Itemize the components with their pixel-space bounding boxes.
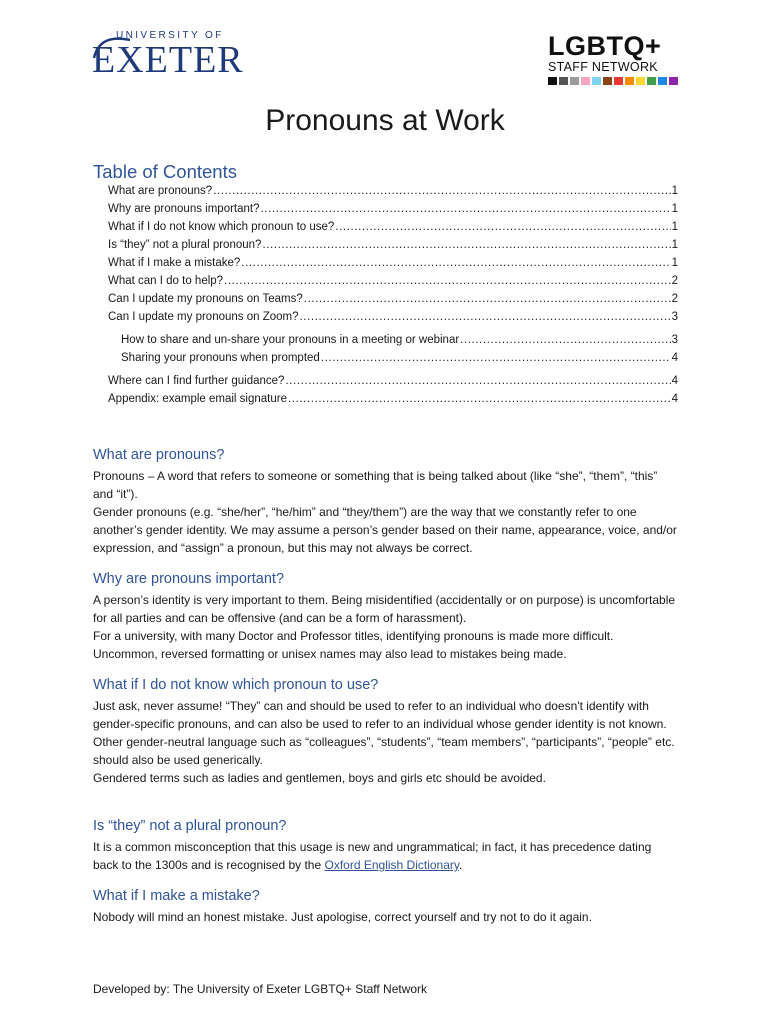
section-they-plural-pronoun (93, 818, 678, 874)
section-heading: What if I do not know which pronoun to use? (93, 677, 379, 693)
toc-entry-page: 2 (671, 293, 678, 305)
toc-entry-label: Where can I find further guidance? (108, 375, 285, 387)
toc-entry-label: What can I do to help? (108, 275, 224, 287)
toc-entry-label: Sharing your pronouns when prompted (121, 352, 320, 364)
document-title: Pronouns at Work (265, 104, 505, 137)
toc-entry-label: Appendix: example email signature (108, 393, 287, 405)
toc-entry-page: 1 (671, 185, 678, 197)
toc-entry-page: 1 (671, 203, 678, 215)
pride-stripe (581, 77, 590, 85)
toc-subentry[interactable] (121, 352, 678, 368)
toc-entry[interactable] (108, 203, 678, 219)
toc-entry[interactable] (108, 275, 678, 291)
toc-entry-page: 1 (671, 221, 678, 233)
pride-stripe (669, 77, 678, 85)
toc-entry-page: 4 (671, 352, 678, 364)
toc-entry-page: 3 (671, 334, 678, 346)
pride-stripe (603, 77, 612, 85)
toc-entry-page: 4 (671, 375, 678, 387)
toc-entry-label: Is “they” not a plural pronoun? (108, 239, 262, 251)
section-which-pronoun-to-use (93, 677, 678, 787)
toc-entry-label: How to share and un-share your pronouns in a meeting or webinar (121, 334, 460, 346)
toc-entry-label: What if I make a mistake? (108, 257, 241, 269)
pride-stripe (559, 77, 568, 85)
toc-entry[interactable] (108, 393, 678, 409)
section-heading: What are pronouns? (93, 447, 225, 463)
logo-exeter-text: EXETER (92, 39, 244, 81)
toc-entry-label: Can I update my pronouns on Zoom? (108, 311, 299, 323)
lgbtq-logo-subtitle: STAFF NETWORK (548, 60, 658, 74)
toc-entry-label: Can I update my pronouns on Teams? (108, 293, 303, 305)
section-paragraph: Gender pronouns (e.g. “she/her”, “he/him” and “they/them”) are the way that we constantly refer to one another’s gender identity. We may assume a person’s gender based on their name, appearance, voice, and/or expression, and “assign” a pronoun, but this may not always be correct. (93, 505, 677, 555)
logo-university-of-text: UNIVERSITY OF (116, 30, 224, 41)
section-paragraph: Gendered terms such as ladies and gentlemen, boys and girls etc should be avoided. (93, 771, 546, 785)
toc-entry[interactable] (108, 185, 678, 201)
section-paragraph: Nobody will mind an honest mistake. Just apologise, correct yourself and try not to do it again. (93, 910, 592, 924)
section-paragraph: A person’s identity is very important to them. Being misidentified (accidentally or on purpose) is uncomfortable for all parties and can be offensive (and can be a form of harassment). (93, 593, 676, 625)
lgbtq-logo-title: LGBTQ+ (548, 31, 662, 61)
section-make-a-mistake (93, 888, 678, 926)
section-paragraph: Other gender-neutral language such as “colleagues”, “students”, “team members”, “participants”, “people” etc. should also be used generically. (93, 735, 675, 767)
pride-stripe (570, 77, 579, 85)
section-what-are-pronouns (93, 447, 678, 557)
pride-stripe (647, 77, 656, 85)
section-paragraph: It is a common misconception that this usage is new and ungrammatical; in fact, it has precedence dating back to the 1300s and is recognised by the Oxford English Dictionary. (93, 840, 652, 872)
toc-entry[interactable] (108, 375, 678, 391)
oxford-english-dictionary-link[interactable]: Oxford English Dictionary (324, 858, 459, 872)
toc-entry-page: 4 (671, 393, 678, 405)
toc-subentry[interactable] (121, 334, 678, 350)
toc-entry[interactable] (108, 221, 678, 237)
section-paragraph: Just ask, never assume! “They” can and should be used to refer to an individual who doesn't identify with gender-specific pronouns, and can also be used to refer to an individual whose gender identity is not known. (93, 699, 667, 731)
toc-entry-label: Why are pronouns important? (108, 203, 260, 215)
section-why-pronouns-important (93, 571, 678, 663)
toc-entry-page: 2 (671, 275, 678, 287)
toc-entry-label: What if I do not know which pronoun to use? (108, 221, 335, 233)
section-heading: What if I make a mistake? (93, 888, 260, 904)
pride-stripe (636, 77, 645, 85)
pride-stripe (658, 77, 667, 85)
toc-heading: Table of Contents (93, 161, 237, 182)
pride-stripe (592, 77, 601, 85)
page-footer: Developed by: The University of Exeter LGBTQ+ Staff Network (93, 982, 428, 996)
section-heading: Is “they” not a plural pronoun? (93, 818, 287, 834)
pride-stripe (548, 77, 557, 85)
pride-color-stripes (548, 77, 678, 85)
toc-entry-page: 3 (671, 311, 678, 323)
pride-stripe (625, 77, 634, 85)
section-heading: Why are pronouns important? (93, 571, 285, 587)
toc-entry[interactable] (108, 257, 678, 273)
toc-entry[interactable] (108, 293, 678, 309)
section-paragraph: For a university, with many Doctor and Professor titles, identifying pronouns is made more difficult. Uncommon, reversed formatting or unisex names may also lead to mistakes being made. (93, 629, 614, 661)
toc-entry-page: 1 (671, 257, 678, 269)
toc-entry[interactable] (108, 311, 678, 327)
pride-stripe (614, 77, 623, 85)
toc-entry-label: What are pronouns? (108, 185, 213, 197)
section-paragraph: Pronouns – A word that refers to someone or something that is being talked about (like “she”, “them”, “this” and “it”). (93, 469, 658, 501)
toc-entry-page: 1 (671, 239, 678, 251)
university-of-exeter-logo (92, 30, 244, 80)
toc-entry[interactable] (108, 239, 678, 255)
lgbtq-staff-network-logo (548, 33, 680, 87)
